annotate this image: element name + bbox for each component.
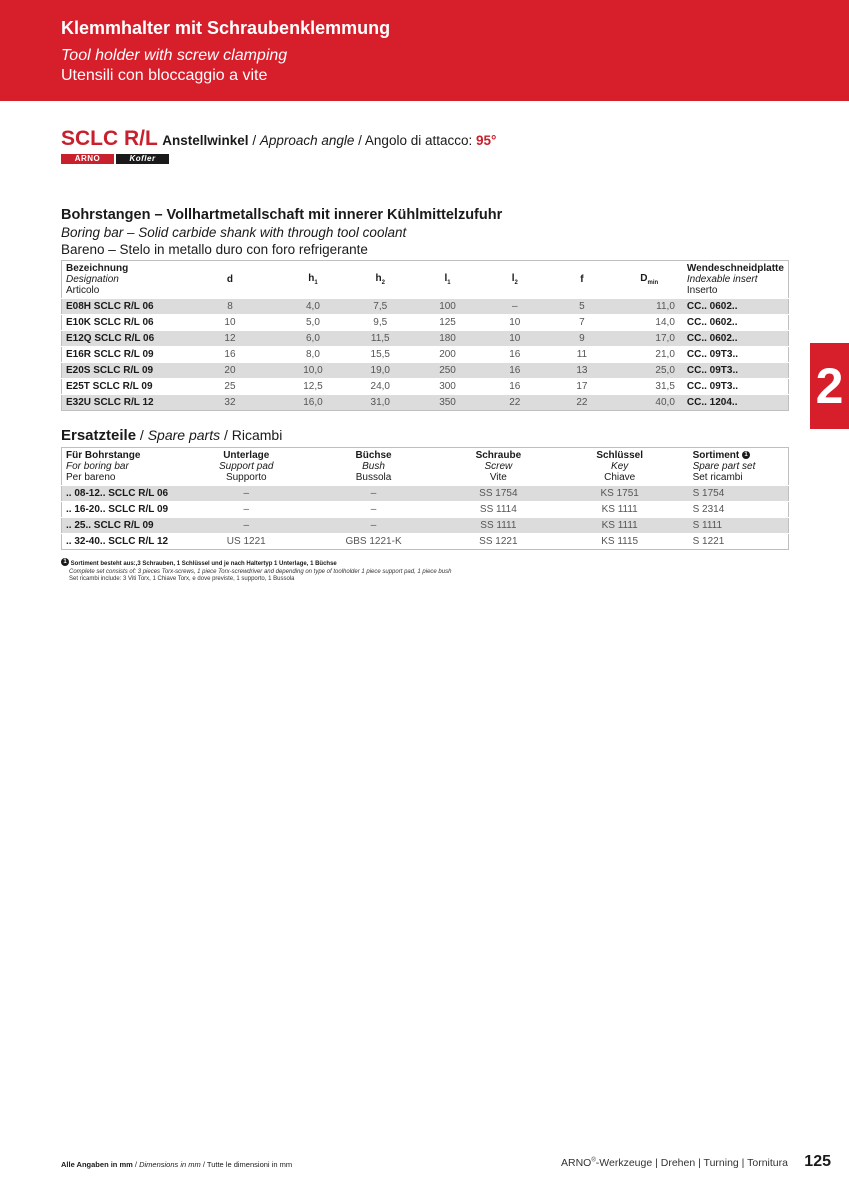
cell-f: 9: [548, 331, 615, 347]
cell-screw: SS 1221: [446, 534, 551, 550]
cell-dmin: 17,0: [616, 331, 683, 347]
cell-des: E32U SCLC R/L 12: [62, 395, 181, 411]
cell-ins: CC.. 09T3..: [683, 379, 789, 395]
angle-value: 95°: [476, 133, 497, 148]
footnotes: [61, 558, 781, 584]
section1-title-en: Boring bar – Solid carbide shank with through tool coolant: [61, 225, 407, 240]
cell-set: S 1754: [689, 486, 789, 502]
page-number: 125: [804, 1153, 831, 1170]
cell-des: E12Q SCLC R/L 06: [62, 331, 181, 347]
table-row: [62, 518, 789, 534]
section1-title-it: Bareno – Stelo in metallo duro con foro refrigerante: [61, 242, 368, 257]
cell-pad: US 1221: [191, 534, 301, 550]
table-row: [62, 379, 789, 395]
table-row: [62, 534, 789, 550]
cell-set: S 2314: [689, 502, 789, 518]
cell-bush: –: [301, 518, 446, 534]
col-insert: Wendeschneidplatte Indexable insert Inserto: [686, 263, 784, 296]
cell-pad: –: [191, 502, 301, 518]
cell-screw: SS 1111: [446, 518, 551, 534]
cell-l2: 10: [481, 315, 548, 331]
cell-f: 17: [548, 379, 615, 395]
cell-des: E20S SCLC R/L 09: [62, 363, 181, 379]
cell-d: 20: [181, 363, 280, 379]
cell-dmin: 21,0: [616, 347, 683, 363]
angle-label-de: Anstellwinkel: [162, 133, 249, 148]
cell-bush: –: [301, 486, 446, 502]
col-dmin: $D_{min}$: [640, 273, 659, 286]
table-row: [62, 331, 789, 347]
col-designation: Bezeichnung Designation Articolo: [66, 263, 129, 296]
boring-bar-table: [61, 260, 789, 411]
cell-l2: 16: [481, 363, 548, 379]
section2-title-de: Ersatzteile: [61, 427, 137, 444]
cell-bush: –: [301, 502, 446, 518]
cell-l2: 22: [481, 395, 548, 411]
cell-d: 12: [181, 331, 280, 347]
header-title-it: Utensili con bloccaggio a vite: [61, 67, 268, 84]
spare-parts-title: Ersatzteile / Spare parts / Ricambi: [61, 427, 283, 444]
cell-d: 8: [181, 299, 280, 315]
cell-set: S 1111: [689, 518, 789, 534]
cell-d: 10: [181, 315, 280, 331]
cell-l1: 200: [414, 347, 481, 363]
cell-l2: 16: [481, 379, 548, 395]
cell-h1: 10,0: [279, 363, 346, 379]
cell-h2: 19,0: [347, 363, 414, 379]
col-h2: $h_2$: [375, 273, 385, 286]
table-row: [62, 486, 789, 502]
cell-screw: SS 1114: [446, 502, 551, 518]
cell-des: E25T SCLC R/L 09: [62, 379, 181, 395]
table-row: [62, 347, 789, 363]
footer-dimensions: Alle Angaben in mm / Dimensions in mm / Tutte le dimensioni in mm: [61, 1160, 293, 1169]
cell-f: 13: [548, 363, 615, 379]
cell-l2: –: [481, 299, 548, 315]
table-row: [62, 363, 789, 379]
table-header-row: [62, 448, 789, 486]
cell-bar: .. 32-40.. SCLC R/L 12: [62, 534, 192, 550]
cell-bar: .. 16-20.. SCLC R/L 09: [62, 502, 192, 518]
brand-logos: [61, 154, 169, 164]
cell-dmin: 14,0: [616, 315, 683, 331]
cell-f: 11: [548, 347, 615, 363]
table-row: [62, 315, 789, 331]
cell-f: 5: [548, 299, 615, 315]
cell-bar: .. 25.. SCLC R/L 09: [62, 518, 192, 534]
header-title-de: Klemmhalter mit Schraubenklemmung: [61, 18, 391, 38]
angle-label-it: Angolo di attacco:: [364, 133, 473, 148]
cell-h1: 16,0: [279, 395, 346, 411]
cell-f: 7: [548, 315, 615, 331]
cell-key: KS 1751: [551, 486, 689, 502]
cell-dmin: 40,0: [616, 395, 683, 411]
footnote-it: Set ricambi include: 3 Viti Torx, 1 Chiave Torx, e dove previste, 1 supporto, 1 Bussola: [69, 576, 295, 582]
cell-d: 16: [181, 347, 280, 363]
cell-l1: 300: [414, 379, 481, 395]
angle-label-en: Approach angle: [259, 133, 355, 148]
cell-h1: 5,0: [279, 315, 346, 331]
cell-d: 32: [181, 395, 280, 411]
cell-ins: CC.. 1204..: [683, 395, 789, 411]
col-h1: $h_1$: [308, 273, 318, 286]
cell-set: S 1221: [689, 534, 789, 550]
cell-dmin: 11,0: [616, 299, 683, 315]
footnote-marker: 1: [742, 451, 750, 459]
cell-h2: 24,0: [347, 379, 414, 395]
cell-d: 25: [181, 379, 280, 395]
col-bush: Büchse Bush Bussola: [355, 450, 392, 483]
col-spare-set: Sortiment 1 Spare part set Set ricambi: [692, 450, 756, 483]
section1-title-de: Bohrstangen – Vollhartmetallschaft mit innerer Kühlmittelzufuhr: [61, 207, 503, 223]
cell-ins: CC.. 0602..: [683, 331, 789, 347]
cell-h1: 6,0: [279, 331, 346, 347]
approach-angle: Anstellwinkel / Approach angle / Angolo di attacco: 95°: [162, 133, 497, 148]
cell-dmin: 31,5: [616, 379, 683, 395]
cell-l1: 180: [414, 331, 481, 347]
cell-h1: 4,0: [279, 299, 346, 315]
chapter-tab: 2: [810, 343, 849, 429]
kofler-logo: Kofler: [116, 154, 169, 164]
boring-bar-section-title: [61, 206, 789, 258]
cell-h2: 7,5: [347, 299, 414, 315]
cell-ins: CC.. 0602..: [683, 315, 789, 331]
cell-ins: CC.. 09T3..: [683, 347, 789, 363]
cell-des: E16R SCLC R/L 09: [62, 347, 181, 363]
product-heading: [61, 127, 781, 151]
cell-l2: 16: [481, 347, 548, 363]
cell-ins: CC.. 09T3..: [683, 363, 789, 379]
arno-logo: ARNO: [61, 154, 114, 164]
cell-key: KS 1111: [551, 502, 689, 518]
table-row: [62, 299, 789, 315]
page-header: [0, 0, 849, 101]
cell-bush: GBS 1221-K: [301, 534, 446, 550]
col-l1: $l_1$: [444, 273, 451, 286]
col-support-pad: Unterlage Support pad Supporto: [219, 450, 274, 483]
col-boring-bar: Für Bohrstange For boring bar Per bareno: [66, 450, 141, 483]
section2-title-en: Spare parts: [147, 427, 221, 443]
table-header-row: [62, 261, 789, 299]
cell-pad: –: [191, 486, 301, 502]
cell-key: KS 1115: [551, 534, 689, 550]
footnote-en: Complete set consists of: 3 pieces Torx-screws, 1 piece Torx-screwdriver and depending on type of toolholder 1 piece support pad, 1 piece bush: [69, 568, 452, 575]
cell-ins: CC.. 0602..: [683, 299, 789, 315]
cell-l1: 350: [414, 395, 481, 411]
cell-l1: 250: [414, 363, 481, 379]
cell-h2: 31,0: [347, 395, 414, 411]
cell-screw: SS 1754: [446, 486, 551, 502]
table-row: [62, 395, 789, 411]
product-code: SCLC R/L: [61, 127, 158, 150]
cell-key: KS 1111: [551, 518, 689, 534]
table-row: [62, 502, 789, 518]
cell-h1: 12,5: [279, 379, 346, 395]
cell-dmin: 25,0: [616, 363, 683, 379]
section2-title-it: Ricambi: [231, 427, 283, 443]
spare-parts-table: [61, 447, 789, 550]
cell-l1: 100: [414, 299, 481, 315]
col-l2: $l_2$: [511, 273, 518, 286]
cell-l2: 10: [481, 331, 548, 347]
cell-bar: .. 08-12.. SCLC R/L 06: [62, 486, 192, 502]
cell-h2: 15,5: [347, 347, 414, 363]
col-d: d: [226, 274, 234, 285]
footnote-de: 1 Sortiment besteht aus:,3 Schrauben, 1 Schlüssel und je nach Haltertyp 1 Unterlage, 1 Büchse: [61, 558, 781, 569]
cell-h1: 8,0: [279, 347, 346, 363]
cell-h2: 9,5: [347, 315, 414, 331]
cell-f: 22: [548, 395, 615, 411]
cell-h2: 11,5: [347, 331, 414, 347]
cell-des: E08H SCLC R/L 06: [62, 299, 181, 315]
cell-pad: –: [191, 518, 301, 534]
cell-l1: 125: [414, 315, 481, 331]
col-screw: Schraube Screw Vite: [475, 450, 522, 483]
footer-brand: ARNO®-Werkzeuge | Drehen | Turning | Tornitura: [561, 1157, 788, 1169]
header-title-en: Tool holder with screw clamping: [61, 47, 288, 64]
col-key: Schlüssel Key Chiave: [596, 450, 644, 483]
cell-des: E10K SCLC R/L 06: [62, 315, 181, 331]
col-f: f: [580, 274, 584, 285]
